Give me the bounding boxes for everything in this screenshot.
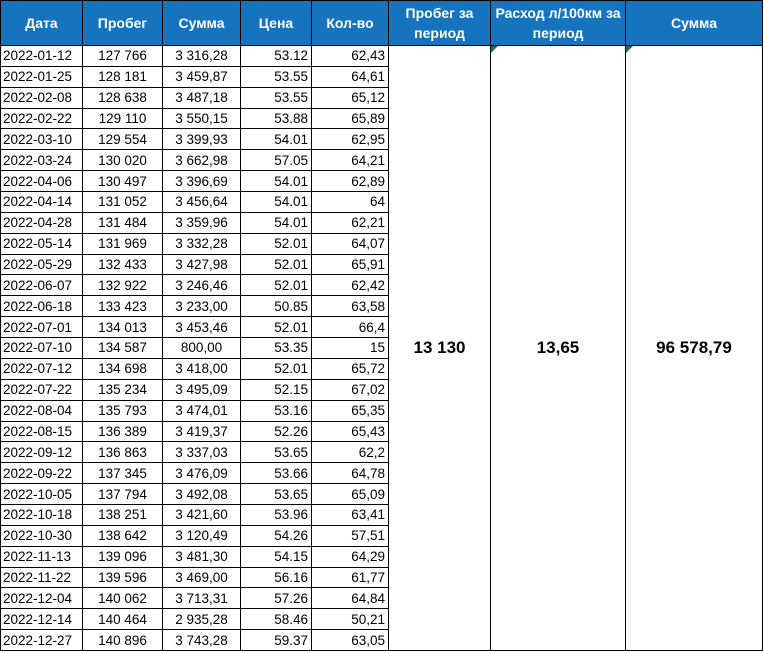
cell-date-r23[interactable]: 2022-10-18: [1, 505, 83, 526]
cell-mileage-r24[interactable]: 138 642: [83, 526, 163, 547]
summary-column-consumption: [491, 1, 626, 651]
cell-mileage-r22[interactable]: 137 794: [83, 484, 163, 505]
cell-mileage-r17[interactable]: 135 234: [83, 380, 163, 401]
cell-date-r19[interactable]: 2022-08-15: [1, 422, 83, 443]
column-header-date[interactable]: Дата: [1, 1, 83, 46]
cell-price-r26[interactable]: 56.16: [241, 568, 312, 589]
cell-date-r3[interactable]: 2022-02-08: [1, 88, 83, 109]
cell-sum-r27[interactable]: 3 713,31: [163, 588, 241, 609]
cell-price-r16[interactable]: 52.01: [241, 359, 312, 380]
cell-date-r2[interactable]: 2022-01-25: [1, 67, 83, 88]
cell-sum-r3[interactable]: 3 487,18: [163, 88, 241, 109]
cell-qty-r26[interactable]: 61,77: [312, 568, 389, 589]
column-header-total-sum[interactable]: Сумма: [626, 1, 763, 46]
cell-qty-r16[interactable]: 65,72: [312, 359, 389, 380]
fuel-log-table: [1, 1, 389, 651]
cell-mileage-r9[interactable]: 131 484: [83, 213, 163, 234]
cell-qty-r19[interactable]: 65,43: [312, 422, 389, 443]
cell-qty-r22[interactable]: 65,09: [312, 484, 389, 505]
cell-sum-r28[interactable]: 2 935,28: [163, 609, 241, 630]
column-header-consumption[interactable]: Расход л/100км за период: [491, 1, 626, 46]
cell-date-r22[interactable]: 2022-10-05: [1, 484, 83, 505]
cell-date-r18[interactable]: 2022-08-04: [1, 401, 83, 422]
cell-price-r12[interactable]: 52.01: [241, 275, 312, 296]
cell-sum-r21[interactable]: 3 476,09: [163, 463, 241, 484]
summary-value-total-sum: 96 578,79: [656, 338, 732, 357]
cell-qty-r8[interactable]: 64: [312, 192, 389, 213]
cell-price-r5[interactable]: 54.01: [241, 129, 312, 150]
cell-mileage-r5[interactable]: 129 554: [83, 129, 163, 150]
cell-mileage-r28[interactable]: 140 464: [83, 609, 163, 630]
cell-date-r27[interactable]: 2022-12-04: [1, 588, 83, 609]
cell-date-r16[interactable]: 2022-07-12: [1, 359, 83, 380]
cell-qty-r24[interactable]: 57,51: [312, 526, 389, 547]
cell-price-r24[interactable]: 54.26: [241, 526, 312, 547]
summary-cell-mileage-period[interactable]: [389, 46, 491, 651]
cell-mileage-r13[interactable]: 133 423: [83, 296, 163, 317]
summary-value-mileage-period: 13 130: [413, 338, 466, 357]
cell-sum-r8[interactable]: 3 456,64: [163, 192, 241, 213]
cell-sum-r26[interactable]: 3 469,00: [163, 568, 241, 589]
cell-sum-r15[interactable]: 800,00: [163, 338, 241, 359]
cell-price-r13[interactable]: 50.85: [241, 296, 312, 317]
cell-price-r22[interactable]: 53.65: [241, 484, 312, 505]
cell-price-r8[interactable]: 54.01: [241, 192, 312, 213]
column-header-price[interactable]: Цена: [241, 1, 312, 46]
cell-price-r3[interactable]: 53.55: [241, 88, 312, 109]
column-header-qty[interactable]: Кол-во: [312, 1, 389, 46]
summary-column-mileage-period: [389, 1, 491, 651]
cell-date-r6[interactable]: 2022-03-24: [1, 150, 83, 171]
cell-date-r10[interactable]: 2022-05-14: [1, 234, 83, 255]
cell-qty-r5[interactable]: 62,95: [312, 129, 389, 150]
cell-mileage-r4[interactable]: 129 110: [83, 109, 163, 130]
cell-date-r8[interactable]: 2022-04-14: [1, 192, 83, 213]
cell-qty-r11[interactable]: 65,91: [312, 255, 389, 276]
cell-sum-r20[interactable]: 3 337,03: [163, 442, 241, 463]
cell-mileage-r23[interactable]: 138 251: [83, 505, 163, 526]
cell-date-r12[interactable]: 2022-06-07: [1, 275, 83, 296]
cell-sum-r13[interactable]: 3 233,00: [163, 296, 241, 317]
cell-mileage-r25[interactable]: 139 096: [83, 547, 163, 568]
cell-date-r26[interactable]: 2022-11-22: [1, 568, 83, 589]
cell-mileage-r11[interactable]: 132 433: [83, 255, 163, 276]
cell-price-r10[interactable]: 52.01: [241, 234, 312, 255]
cell-sum-r4[interactable]: 3 550,15: [163, 109, 241, 130]
cell-date-r14[interactable]: 2022-07-01: [1, 317, 83, 338]
cell-mileage-r20[interactable]: 136 863: [83, 442, 163, 463]
cell-mileage-r21[interactable]: 137 345: [83, 463, 163, 484]
cell-qty-r1[interactable]: 62,43: [312, 46, 389, 67]
cell-sum-r7[interactable]: 3 396,69: [163, 171, 241, 192]
summary-cell-total-sum[interactable]: [626, 46, 763, 651]
cell-date-r29[interactable]: 2022-12-27: [1, 630, 83, 651]
cell-qty-r29[interactable]: 63,05: [312, 630, 389, 651]
summary-cell-consumption[interactable]: [491, 46, 626, 651]
cell-mileage-r16[interactable]: 134 698: [83, 359, 163, 380]
cell-date-r11[interactable]: 2022-05-29: [1, 255, 83, 276]
cell-date-r13[interactable]: 2022-06-18: [1, 296, 83, 317]
column-header-mileage[interactable]: Пробег: [83, 1, 163, 46]
cell-qty-r12[interactable]: 62,42: [312, 275, 389, 296]
cell-price-r27[interactable]: 57.26: [241, 588, 312, 609]
cell-qty-r21[interactable]: 64,78: [312, 463, 389, 484]
cell-qty-r20[interactable]: 62,2: [312, 442, 389, 463]
cell-mileage-r18[interactable]: 135 793: [83, 401, 163, 422]
column-header-sum[interactable]: Сумма: [163, 1, 241, 46]
cell-date-r25[interactable]: 2022-11-13: [1, 547, 83, 568]
cell-qty-r9[interactable]: 62,21: [312, 213, 389, 234]
cell-sum-r29[interactable]: 3 743,28: [163, 630, 241, 651]
cell-mileage-r19[interactable]: 136 389: [83, 422, 163, 443]
cell-qty-r2[interactable]: 64,61: [312, 67, 389, 88]
cell-date-r9[interactable]: 2022-04-28: [1, 213, 83, 234]
cell-price-r29[interactable]: 59.37: [241, 630, 312, 651]
cell-qty-r25[interactable]: 64,29: [312, 547, 389, 568]
cell-date-r17[interactable]: 2022-07-22: [1, 380, 83, 401]
cell-sum-r18[interactable]: 3 474,01: [163, 401, 241, 422]
cell-date-r1[interactable]: 2022-01-12: [1, 46, 83, 67]
cell-price-r18[interactable]: 53.16: [241, 401, 312, 422]
cell-mileage-r29[interactable]: 140 896: [83, 630, 163, 651]
cell-price-r28[interactable]: 58.46: [241, 609, 312, 630]
cell-date-r24[interactable]: 2022-10-30: [1, 526, 83, 547]
summary-value-consumption: 13,65: [536, 338, 580, 357]
cell-price-r15[interactable]: 53.35: [241, 338, 312, 359]
cell-mileage-r2[interactable]: 128 181: [83, 67, 163, 88]
cell-price-r1[interactable]: 53.12: [241, 46, 312, 67]
cell-mileage-r6[interactable]: 130 020: [83, 150, 163, 171]
cell-qty-r28[interactable]: 50,21: [312, 609, 389, 630]
cell-sum-r16[interactable]: 3 418,00: [163, 359, 241, 380]
cell-qty-r3[interactable]: 65,12: [312, 88, 389, 109]
cell-qty-r10[interactable]: 64,07: [312, 234, 389, 255]
cell-price-r11[interactable]: 52.01: [241, 255, 312, 276]
cell-mileage-r8[interactable]: 131 052: [83, 192, 163, 213]
cell-qty-r4[interactable]: 65,89: [312, 109, 389, 130]
cell-sum-r22[interactable]: 3 492,08: [163, 484, 241, 505]
cell-price-r20[interactable]: 53.65: [241, 442, 312, 463]
cell-sum-r23[interactable]: 3 421,60: [163, 505, 241, 526]
error-flag-icon: [626, 46, 633, 53]
cell-date-r28[interactable]: 2022-12-14: [1, 609, 83, 630]
cell-qty-r18[interactable]: 65,35: [312, 401, 389, 422]
cell-price-r9[interactable]: 54.01: [241, 213, 312, 234]
cell-date-r4[interactable]: 2022-02-22: [1, 109, 83, 130]
cell-sum-r19[interactable]: 3 419,37: [163, 422, 241, 443]
cell-price-r4[interactable]: 53.88: [241, 109, 312, 130]
cell-sum-r11[interactable]: 3 427,98: [163, 255, 241, 276]
cell-qty-r6[interactable]: 64,21: [312, 150, 389, 171]
cell-price-r7[interactable]: 54.01: [241, 171, 312, 192]
cell-mileage-r12[interactable]: 132 922: [83, 275, 163, 296]
cell-qty-r17[interactable]: 67,02: [312, 380, 389, 401]
cell-price-r6[interactable]: 57.05: [241, 150, 312, 171]
cell-sum-r6[interactable]: 3 662,98: [163, 150, 241, 171]
cell-date-r5[interactable]: 2022-03-10: [1, 129, 83, 150]
cell-qty-r15[interactable]: 15: [312, 338, 389, 359]
cell-sum-r24[interactable]: 3 120,49: [163, 526, 241, 547]
cell-sum-r17[interactable]: 3 495,09: [163, 380, 241, 401]
cell-qty-r27[interactable]: 64,84: [312, 588, 389, 609]
cell-mileage-r26[interactable]: 139 596: [83, 568, 163, 589]
cell-price-r14[interactable]: 52.01: [241, 317, 312, 338]
error-flag-icon: [491, 46, 498, 53]
cell-sum-r10[interactable]: 3 332,28: [163, 234, 241, 255]
cell-price-r17[interactable]: 52.15: [241, 380, 312, 401]
cell-price-r2[interactable]: 53.55: [241, 67, 312, 88]
cell-qty-r7[interactable]: 62,89: [312, 171, 389, 192]
column-header-mileage-period[interactable]: Пробег за период: [389, 1, 491, 46]
cell-price-r19[interactable]: 52.26: [241, 422, 312, 443]
cell-mileage-r1[interactable]: 127 766: [83, 46, 163, 67]
cell-mileage-r7[interactable]: 130 497: [83, 171, 163, 192]
summary-column-total-sum: [626, 1, 763, 651]
cell-mileage-r3[interactable]: 128 638: [83, 88, 163, 109]
cell-mileage-r14[interactable]: 134 013: [83, 317, 163, 338]
cell-date-r15[interactable]: 2022-07-10: [1, 338, 83, 359]
cell-sum-r14[interactable]: 3 453,46: [163, 317, 241, 338]
cell-price-r25[interactable]: 54.15: [241, 547, 312, 568]
cell-date-r20[interactable]: 2022-09-12: [1, 442, 83, 463]
cell-qty-r23[interactable]: 63,41: [312, 505, 389, 526]
cell-sum-r25[interactable]: 3 481,30: [163, 547, 241, 568]
cell-qty-r13[interactable]: 63,58: [312, 296, 389, 317]
cell-date-r7[interactable]: 2022-04-06: [1, 171, 83, 192]
cell-mileage-r27[interactable]: 140 062: [83, 588, 163, 609]
cell-sum-r12[interactable]: 3 246,46: [163, 275, 241, 296]
cell-price-r21[interactable]: 53.66: [241, 463, 312, 484]
cell-sum-r2[interactable]: 3 459,87: [163, 67, 241, 88]
cell-qty-r14[interactable]: 66,4: [312, 317, 389, 338]
cell-sum-r9[interactable]: 3 359,96: [163, 213, 241, 234]
cell-mileage-r10[interactable]: 131 969: [83, 234, 163, 255]
cell-mileage-r15[interactable]: 134 587: [83, 338, 163, 359]
cell-sum-r5[interactable]: 3 399,93: [163, 129, 241, 150]
cell-sum-r1[interactable]: 3 316,28: [163, 46, 241, 67]
cell-date-r21[interactable]: 2022-09-22: [1, 463, 83, 484]
cell-price-r23[interactable]: 53.96: [241, 505, 312, 526]
